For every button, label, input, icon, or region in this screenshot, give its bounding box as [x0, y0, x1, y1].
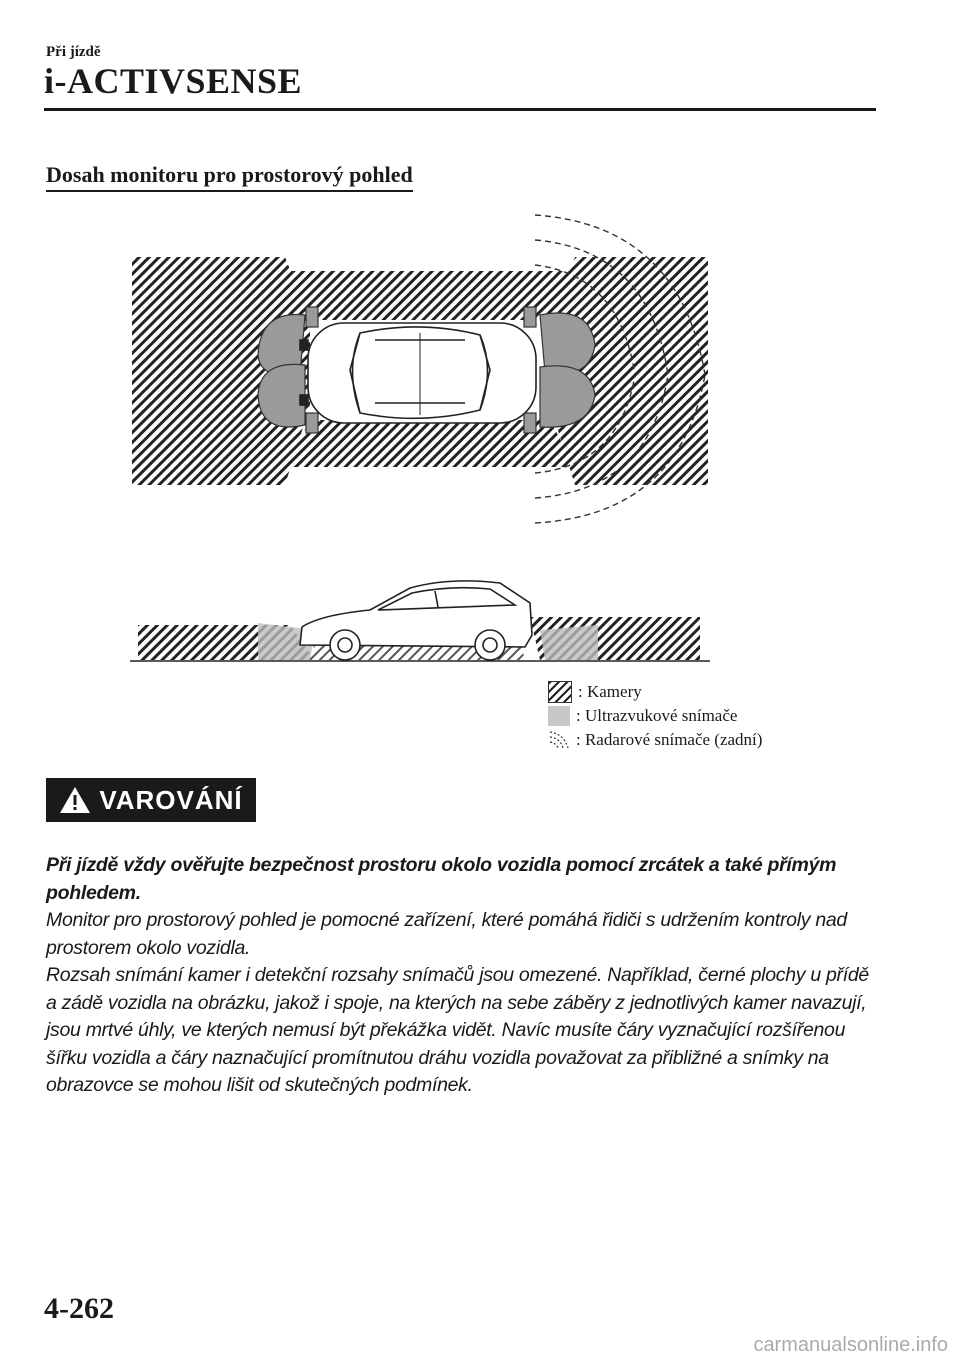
legend-label: : Kamery — [578, 682, 642, 701]
section-title: Při jízdě — [46, 44, 101, 60]
legend-item-ultrasonic — [548, 704, 762, 728]
watermark: carmanualsonline.info — [753, 1334, 948, 1356]
warning-paragraph-1: Monitor pro prostorový pohled je pomocné zařízení, které pomáhá řidiči s udržením kontroly nad prostorem okolo vozidla. — [46, 909, 847, 959]
top-view — [132, 215, 708, 523]
warning-paragraph-2: Rozsah snímání kamer i detekční rozsahy snímačů jsou omezené. Například, černé plochy u přídě a zádě vozidla na obrázku, jakož i spoje, na kterých na sebe záběry z jednotlivých kamer navazují, jsou mrtvé úhly, ve kterých nemusí být překážka vidět. Navíc musíte čáry vyznačující rozšířenou šířku vozidla a čáry naznačující promítnutou dráhu vozidla považovat za přibližné a snímky na obrazovce se mohou lišit od skutečných podmínek. — [46, 964, 869, 1096]
car-top-view — [300, 323, 536, 423]
radar-arcs-icon — [548, 730, 570, 750]
subheading: Dosah monitoru pro prostorový pohled — [46, 162, 413, 192]
warning-badge — [46, 778, 256, 822]
warning-triangle-icon — [59, 786, 91, 814]
warning-bold-text: Při jízdě vždy ověřujte bezpečnost prostoru okolo vozidla pomocí zrcátek a také přímým pohledem. — [46, 854, 837, 904]
rear-ultrasonic-zone — [540, 625, 598, 660]
diagram-legend — [548, 680, 762, 752]
chapter-title: i-ACTIVSENSE — [44, 61, 303, 101]
page-number: 4-262 — [44, 1292, 114, 1325]
legend-label: : Radarové snímače (zadní) — [576, 730, 763, 749]
legend-item-cameras — [548, 680, 762, 704]
coverage-diagram — [120, 205, 720, 675]
warning-body — [46, 852, 876, 1100]
legend-item-radar — [548, 728, 762, 752]
legend-label: : Ultrazvukové snímače — [576, 706, 738, 725]
hatch-swatch-icon — [548, 681, 572, 703]
grey-swatch-icon — [548, 706, 570, 726]
warning-label: VAROVÁNÍ — [99, 784, 243, 815]
side-view — [130, 581, 710, 661]
header-rule — [44, 108, 876, 111]
